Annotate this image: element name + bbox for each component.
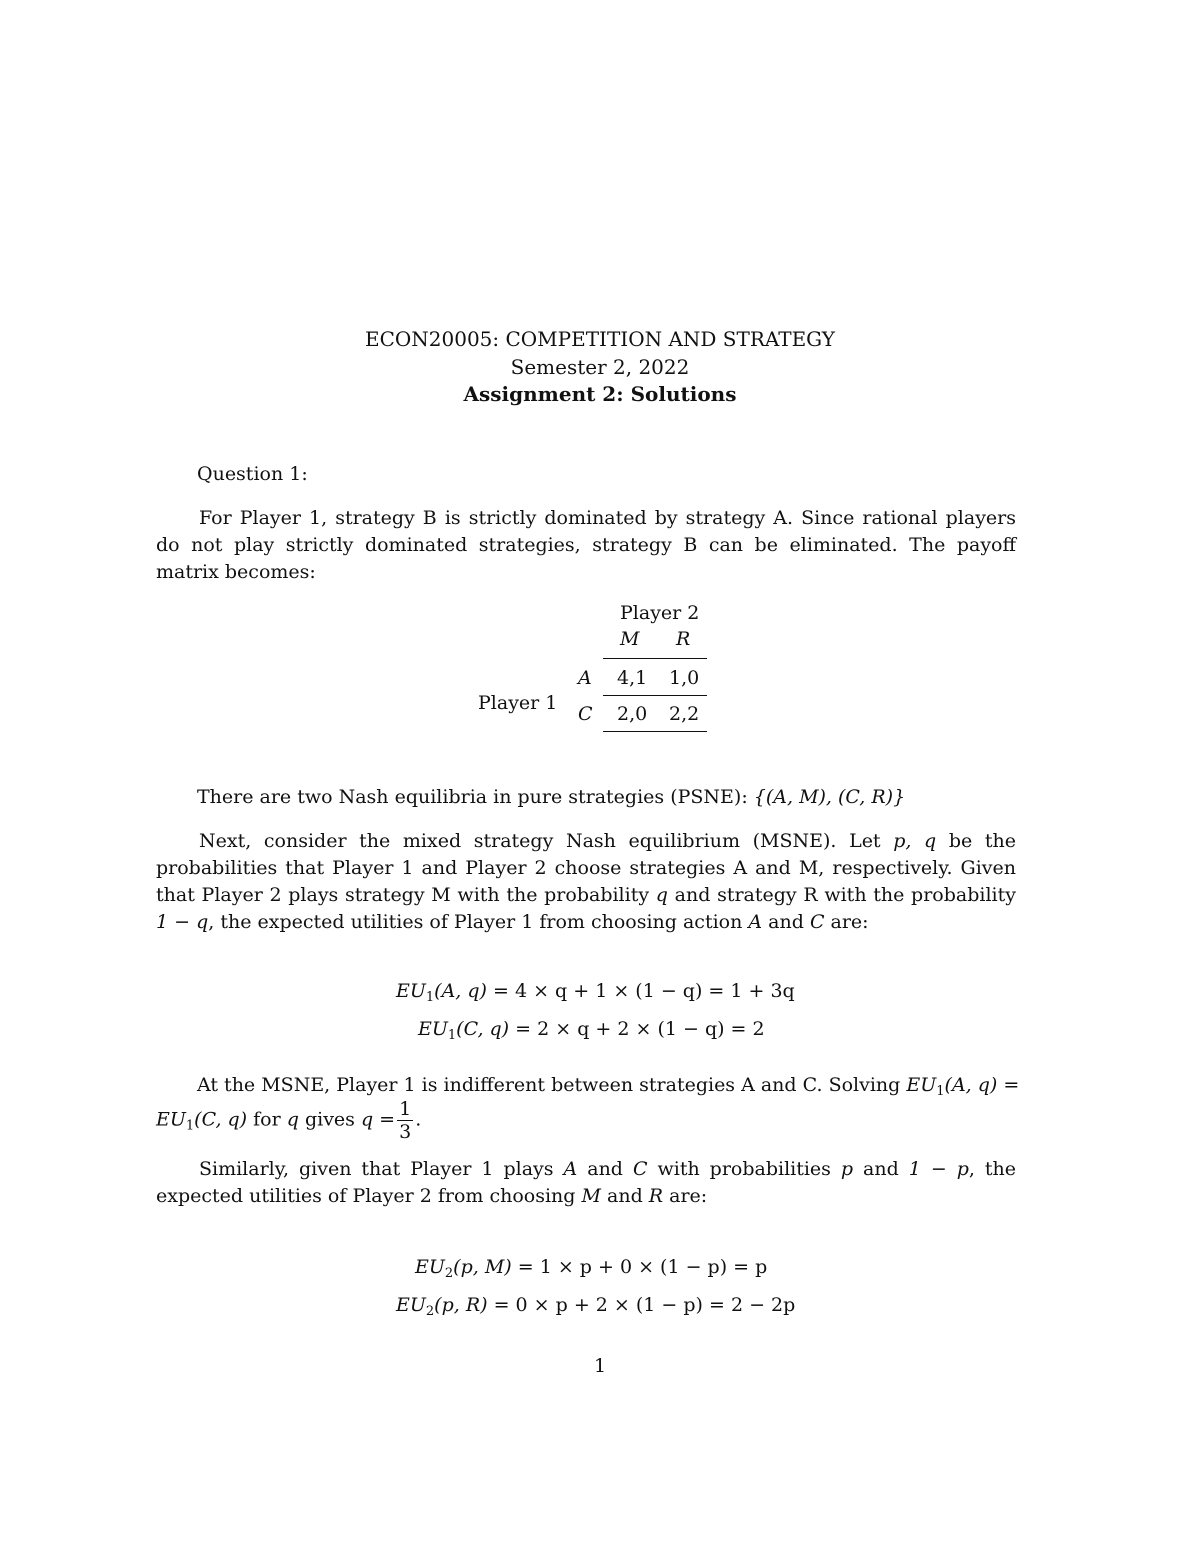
eq2-args: (C, q) — [456, 1018, 510, 1040]
fraction-one-third — [397, 1098, 413, 1143]
cell-c-m: 2,0 — [617, 703, 648, 725]
msne-q: q — [655, 884, 668, 906]
eq4-rhs: = 0 × p + 2 × (1 − p) = 2 − 2p — [487, 1294, 796, 1316]
fraction-denominator: 3 — [399, 1121, 412, 1143]
sim-m: M — [581, 1185, 601, 1207]
row-label-a — [578, 667, 592, 689]
msne-a: A — [748, 911, 763, 933]
sim-c: C — [632, 1158, 648, 1180]
eq4-sub: 2 — [425, 1304, 435, 1319]
psne-set: {(A, M), (C, R)} — [753, 786, 906, 808]
eq1-rhs: = 4 × q + 1 × (1 − q) = 1 + 3q — [486, 980, 795, 1002]
indifference-line-2 — [156, 1098, 421, 1143]
msne-one-minus-q: 1 − q — [156, 911, 209, 933]
indiff-sub-2: 1 — [185, 1118, 195, 1134]
sim-text-4: and — [853, 1158, 909, 1180]
eq1-sub: 1 — [425, 990, 435, 1005]
sim-r: R — [648, 1185, 664, 1207]
sim-text-3: with probabilities — [647, 1158, 841, 1180]
indiff-period: . — [415, 1108, 422, 1131]
course-title: ECON20005: COMPETITION AND STRATEGY — [364, 327, 836, 351]
indiff-q-eq: q = — [360, 1108, 396, 1131]
column-player-label: Player 2 — [620, 602, 700, 624]
sim-one-minus-p: 1 − p — [908, 1158, 969, 1180]
msne-text-5: and — [762, 911, 810, 933]
similarly-paragraph — [156, 1156, 1016, 1210]
sim-p: p — [840, 1158, 854, 1180]
indiff-sub: 1 — [936, 1084, 945, 1099]
sim-text-5: , the expected utilities of Player 2 from choosing — [156, 1158, 1017, 1207]
row-label-c — [578, 703, 593, 725]
column-label-r-text: R — [676, 628, 691, 650]
indiff-args-1: (A, q) = — [944, 1074, 1020, 1096]
sim-text-2: and — [577, 1158, 633, 1180]
equation-eu1-c — [418, 1018, 765, 1043]
msne-paragraph — [156, 828, 1016, 936]
msne-c: C — [809, 911, 825, 933]
msne-text-2: be the probabilities that Player 1 and Player 2 choose strategies A and M, respectively. Given that Player 2 plays strategy M with the probability — [156, 830, 1016, 906]
column-label-m-text: M — [620, 628, 640, 650]
indiff-eu: EU — [906, 1074, 937, 1096]
cell-a-r: 1,0 — [669, 667, 700, 689]
eq4-args: (p, R) — [434, 1294, 488, 1316]
intro-paragraph: For Player 1, strategy B is strictly dominated by strategy A. Since rational players do not play strictly dominated strategies, strategy B can be eliminated. The payoff matrix becomes: — [156, 507, 1016, 583]
equation-eu1-a — [396, 980, 795, 1005]
indiff-text-3: gives — [298, 1108, 361, 1131]
matrix-rule-bottom — [603, 731, 707, 732]
eq4-lhs: EU — [396, 1294, 426, 1316]
question-heading: Question 1: — [197, 463, 308, 485]
cell-c-r: 2,2 — [669, 703, 700, 725]
indiff-args-2: (C, q) — [194, 1108, 248, 1131]
sim-a: A — [563, 1158, 578, 1180]
indiff-eu-2: EU — [156, 1108, 186, 1131]
sim-text-7: are: — [663, 1185, 708, 1207]
row-label-c-text: C — [578, 703, 593, 725]
eq3-sub: 2 — [444, 1266, 454, 1281]
equation-eu2-m — [415, 1256, 768, 1281]
msne-text-3: and strategy R with the probability — [667, 884, 1016, 906]
indiff-text-2: for — [247, 1108, 287, 1131]
eq2-lhs: EU — [418, 1018, 448, 1040]
eq1-lhs: EU — [396, 980, 426, 1002]
eq1-args: (A, q) — [434, 980, 487, 1002]
semester-line: Semester 2, 2022 — [510, 355, 690, 379]
msne-text-6: are: — [824, 911, 869, 933]
row-player-label: Player 1 — [478, 692, 558, 714]
sim-text-6: and — [600, 1185, 649, 1207]
equation-eu2-r — [396, 1294, 796, 1319]
eq2-rhs: = 2 × q + 2 × (1 − q) = 2 — [509, 1018, 765, 1040]
msne-pq: p, q — [893, 830, 937, 852]
column-label-m — [620, 628, 639, 650]
cell-a-m: 4,1 — [617, 667, 648, 689]
eq3-rhs: = 1 × p + 0 × (1 − p) = p — [511, 1256, 768, 1278]
sim-text-1: Similarly, given that Player 1 plays — [199, 1158, 564, 1180]
page-number: 1 — [593, 1355, 607, 1377]
assignment-title: Assignment 2: Solutions — [463, 382, 737, 406]
indiff-q: q — [286, 1108, 299, 1131]
psne-text: There are two Nash equilibria in pure strategies (PSNE): — [197, 786, 754, 808]
indiff-text-1: At the MSNE, Player 1 is indifferent between strategies A and C. Solving — [197, 1074, 907, 1096]
row-label-a-text: A — [578, 667, 592, 689]
fraction-numerator: 1 — [399, 1098, 412, 1120]
column-label-r — [676, 628, 690, 650]
msne-text-1: Next, consider the mixed strategy Nash equilibrium (MSNE). Let — [199, 830, 894, 852]
matrix-rule-mid — [603, 695, 707, 696]
msne-text-4: , the expected utilities of Player 1 from choosing action — [208, 911, 749, 933]
indifference-line-1 — [197, 1074, 1020, 1099]
eq2-sub: 1 — [447, 1028, 457, 1043]
eq3-args: (p, M) — [453, 1256, 512, 1278]
eq3-lhs: EU — [415, 1256, 445, 1278]
psne-line — [197, 786, 905, 808]
matrix-rule-top — [603, 658, 707, 659]
